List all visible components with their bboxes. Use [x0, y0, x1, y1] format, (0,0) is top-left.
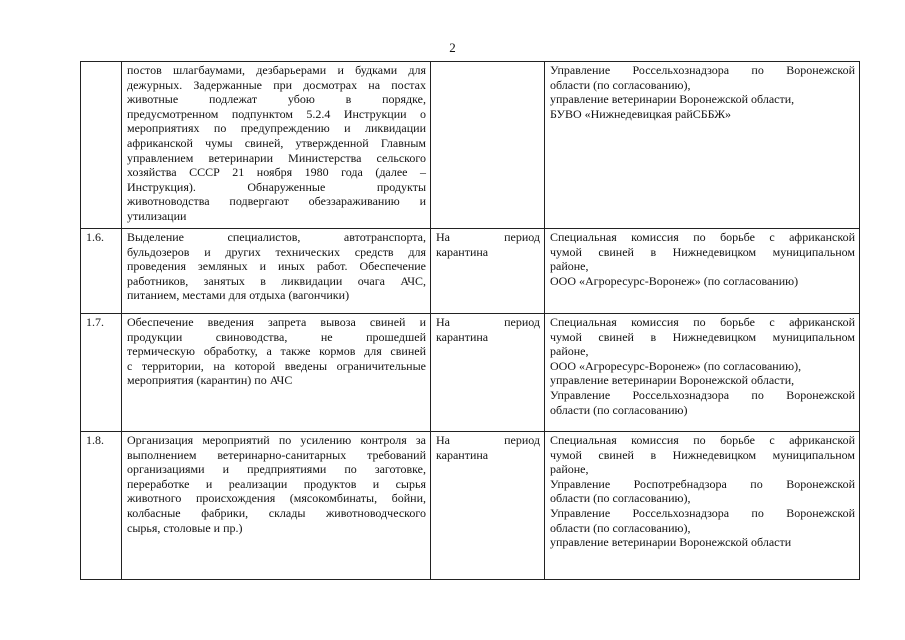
table-row: [81, 62, 860, 229]
term-text-line: На период: [436, 230, 540, 244]
action-text-line: питанием, местами для отдыха (вагончики): [127, 288, 350, 303]
action-text-line: Выделение специалистов, автотранспорта,: [127, 230, 426, 244]
responsible-text-line: Специальная комиссия по борьбе с африканской: [550, 230, 855, 244]
action-text-line: африканской чумы свиней, утвержденной Главным: [127, 135, 426, 150]
action-cell: [122, 229, 431, 314]
responsible-text-line: области (по согласованию),: [550, 520, 691, 535]
term-text-line: На период: [436, 315, 540, 329]
action-cell: [122, 314, 431, 432]
action-text-line: хозяйства СССР 21 ноября 1980 года (далее –: [127, 165, 426, 180]
responsible-text-line: Управление Россельхознадзора по Воронежской: [550, 63, 855, 77]
action-text-line: выполнением ветеринарно-санитарных требований: [127, 447, 426, 462]
action-text-line: постов шлагбаумами, дезбарьерами и будками для: [127, 63, 426, 77]
responsible-text-line: Управление Россельхознадзора по Воронежской: [550, 505, 855, 520]
responsible-text-line: Управление Россельхознадзора по Воронежской: [550, 387, 855, 402]
responsible-text-line: районе,: [550, 259, 589, 274]
responsible-cell: [545, 62, 860, 229]
action-text-line: предусмотренном подпунктом 5.2.4 Инструкции о: [127, 106, 426, 121]
term-cell: [431, 314, 545, 432]
action-text-line: животные подлежат убою в порядке,: [127, 92, 426, 107]
responsible-text-line: Управление Роспотребнадзора по Воронежской: [550, 476, 855, 491]
action-text-line: животного происхождения (мясокомбинаты, бойни,: [127, 491, 426, 506]
action-text-line: дежурных. Задержанные при досмотрах на постах: [127, 77, 426, 92]
table-row: [81, 229, 860, 314]
table-row: [81, 314, 860, 432]
action-text-line: организациями и предприятиями по заготовке,: [127, 462, 426, 477]
term-text-line: карантина: [436, 244, 489, 259]
responsible-text-line: ООО «Агроресурс-Воронеж» (по согласованию): [550, 273, 799, 288]
page-number: 2: [449, 40, 456, 55]
responsible-text-line: Специальная комиссия по борьбе с африканской: [550, 433, 855, 447]
term-cell: [431, 229, 545, 314]
row-number-cell: [81, 432, 122, 580]
responsible-cell: [545, 229, 860, 314]
action-cell: [122, 432, 431, 580]
term-text-line: карантина: [436, 329, 489, 344]
responsible-text-line: чумой свиней в Нижнедевицком муниципальном: [550, 447, 855, 462]
row-number: 1.6.: [86, 230, 104, 244]
action-text-line: колбасные фабрики, склады животноводческого: [127, 505, 426, 520]
action-text-line: управлением ветеринарии Министерства сельского: [127, 150, 426, 165]
responsible-text-line: управление ветеринарии Воронежской области: [550, 535, 792, 550]
row-number-cell: [81, 314, 122, 432]
action-text-line: с территории, на которой введены ограничительные: [127, 358, 426, 373]
responsible-text-line: области (по согласованию),: [550, 491, 691, 506]
responsible-text-line: управление ветеринарии Воронежской области,: [550, 92, 795, 107]
responsible-text-line: Специальная комиссия по борьбе с африканской: [550, 315, 855, 329]
responsible-text-line: БУВО «Нижнедевицкая райСББЖ»: [550, 106, 732, 121]
table-row: [81, 432, 860, 580]
action-text-line: продукции свиноводства, не прошедшей: [127, 329, 426, 344]
action-text-line: Обеспечение введения запрета вывоза свиней и: [127, 315, 426, 329]
row-number-cell: [81, 229, 122, 314]
term-cell: [431, 432, 545, 580]
row-number: 1.7.: [86, 315, 104, 329]
responsible-text-line: управление ветеринарии Воронежской области,: [550, 373, 795, 388]
term-cell: [431, 62, 545, 229]
responsible-text-line: области (по согласованию),: [550, 77, 691, 92]
action-cell: [122, 62, 431, 229]
action-text-line: бульдозеров и других технических средств для: [127, 244, 426, 259]
measures-table-body: [81, 62, 860, 580]
responsible-cell: [545, 314, 860, 432]
responsible-text-line: районе,: [550, 344, 589, 359]
action-text-line: термическую обработку, а также кормов для свиней: [127, 344, 426, 359]
action-text-line: сырья, столовые и пр.): [127, 520, 243, 535]
responsible-text-line: районе,: [550, 462, 589, 477]
action-text-line: Инструкция). Обнаруженные продукты: [127, 179, 426, 194]
measures-table: [80, 61, 860, 580]
responsible-text-line: ООО «Агроресурс-Воронеж» (по согласованию),: [550, 358, 802, 373]
row-number-cell: [81, 62, 122, 229]
action-text-line: животноводства подвергают обеззараживанию и: [127, 194, 426, 209]
term-text-line: На период: [436, 433, 540, 447]
responsible-cell: [545, 432, 860, 580]
action-text-line: проведения земляных и иных работ. Обеспечение: [127, 259, 426, 274]
row-number: 1.8.: [86, 433, 104, 447]
action-text-line: Организация мероприятий по усилению контроля за: [127, 433, 426, 447]
responsible-text-line: области (по согласованию): [550, 402, 688, 417]
action-text-line: утилизации: [127, 208, 187, 223]
responsible-text-line: чумой свиней в Нижнедевицком муниципальном: [550, 329, 855, 344]
action-text-line: переработке и реализации продуктов и сырья: [127, 476, 426, 491]
action-text-line: работников, занятых в ликвидации очага АЧС,: [127, 273, 426, 288]
action-text-line: мероприятия (карантин) по АЧС: [127, 373, 293, 388]
responsible-text-line: чумой свиней в Нижнедевицком муниципальном: [550, 244, 855, 259]
action-text-line: мероприятиях по предупреждению и ликвидации: [127, 121, 426, 136]
term-text-line: карантина: [436, 447, 489, 462]
